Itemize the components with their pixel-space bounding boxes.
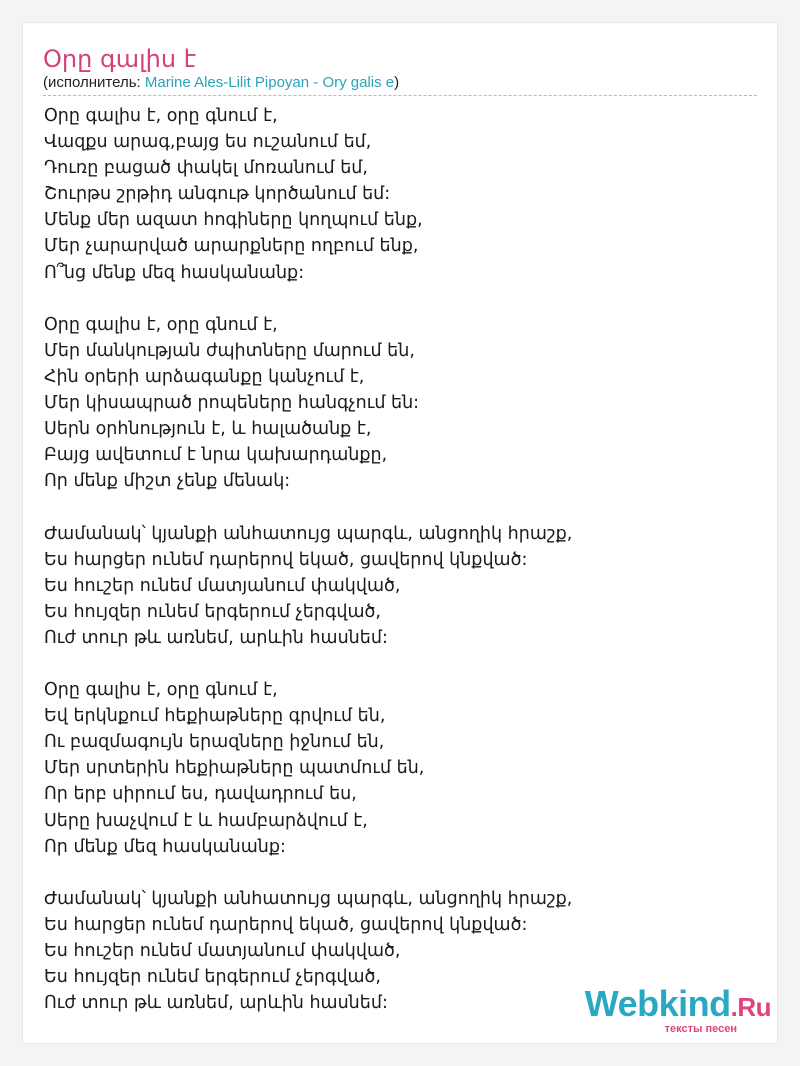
lyric-line: Ու բազմագույն երազները իջնում են, — [44, 732, 385, 753]
lyrics-stanza — [44, 677, 572, 860]
lyric-line: Օրը գալիս է, օրը գնում է, — [44, 680, 278, 701]
lyric-line: Որ մենք միշտ չենք մենակ: — [44, 471, 291, 492]
lyric-line: Ուժ տուր թև առնեմ, արևին հասնեմ: — [44, 627, 388, 648]
lyric-line: Սերն օրհնություն է, և հալածանք է, — [44, 419, 372, 440]
lyric-line: Հին օրերի արձագանքը կանչում է, — [44, 366, 365, 387]
lyric-line: Ես հույզեր ունեմ երգերում չերգված, — [44, 967, 381, 988]
lyric-line: Վազքս արագ,բայց ես ուշանում եմ, — [44, 132, 372, 153]
logo-tagline: тексты песен — [664, 1023, 737, 1035]
song-title: Օրը գալիս է — [43, 45, 197, 73]
lyric-line: Մեր մանկության ժպիտները մարում են, — [44, 340, 415, 361]
lyric-line: Ժամանակ՝ կյանքի անհատույց պարգև, անցողիկ հրաշք, — [44, 888, 573, 909]
lyric-line: Դուռը բացած փակել մոռանում եմ, — [44, 158, 368, 179]
lyrics-stanza — [44, 521, 572, 651]
dashed-divider — [43, 95, 757, 96]
lyric-line: Որ երբ սիրում ես, դավադրում ես, — [44, 784, 357, 805]
logo-brand: Webkind — [584, 983, 731, 1024]
lyric-line: Մեր սրտերին հեքիաթները պատմում են, — [44, 758, 425, 779]
lyric-line: Մենք մեր ազատ հոգիները կողպում ենք, — [44, 210, 423, 231]
lyric-line: Ես հույզեր ունեմ երգերում չերգված, — [44, 601, 381, 622]
logo-tld: .Ru — [730, 992, 771, 1022]
lyric-line: Օրը գալիս է, օրը գնում է, — [44, 314, 278, 335]
lyric-line: Ես հարցեր ունեմ դարերով եկած, ցավերով կնքված: — [44, 549, 528, 570]
lyric-line: Որ մենք մեզ հասկանանք: — [44, 836, 286, 857]
artist-link[interactable]: Marine Ales-Lilit Pipoyan - Ory galis e — [144, 74, 395, 91]
lyrics-stanza — [44, 312, 572, 495]
lyric-line: Եվ երկնքում հեքիաթները գրվում են, — [44, 706, 386, 727]
lyric-line: Ո՞նց մենք մեզ հասկանանք: — [44, 262, 305, 283]
lyric-line: Օրը գալիս է, օրը գնում է, — [44, 106, 278, 126]
artist-suffix: ) — [394, 74, 400, 91]
lyric-line: Ժամանակ՝ կյանքի անհատույց պարգև, անցողիկ հրաշք, — [44, 523, 573, 544]
lyrics-body — [44, 103, 572, 1042]
lyric-line: Շուրթս շրթիդ անգութ կործանում եմ: — [44, 184, 391, 205]
lyric-line: Ես հուշեր ունեմ մատյանում փակված, — [44, 941, 401, 961]
lyrics-stanza — [44, 886, 572, 1016]
lyrics-page — [22, 22, 778, 1044]
lyric-line: Բայց ավետում է նրա կախարդանքը, — [44, 445, 388, 466]
artist-line — [43, 73, 399, 93]
lyric-line: Մեր չարարված արարքները ողբում ենք, — [44, 236, 419, 257]
lyric-line: Մեր կիսապրած րոպեները հանգչում են: — [44, 393, 420, 414]
lyric-line: Սերը խաչվում է և համբարձվում է, — [44, 810, 368, 831]
lyric-line: Ես հարցեր ունեմ դարերով եկած, ցավերով կնքված: — [44, 914, 528, 935]
lyric-line: Ես հուշեր ունեմ մատյանում փակված, — [44, 575, 401, 596]
artist-prefix: (исполнитель: — [43, 74, 145, 91]
site-logo[interactable] — [584, 983, 771, 1035]
lyric-line: Ուժ տուր թև առնեմ, արևին հասնեմ: — [44, 993, 388, 1014]
lyrics-stanza — [44, 103, 572, 286]
